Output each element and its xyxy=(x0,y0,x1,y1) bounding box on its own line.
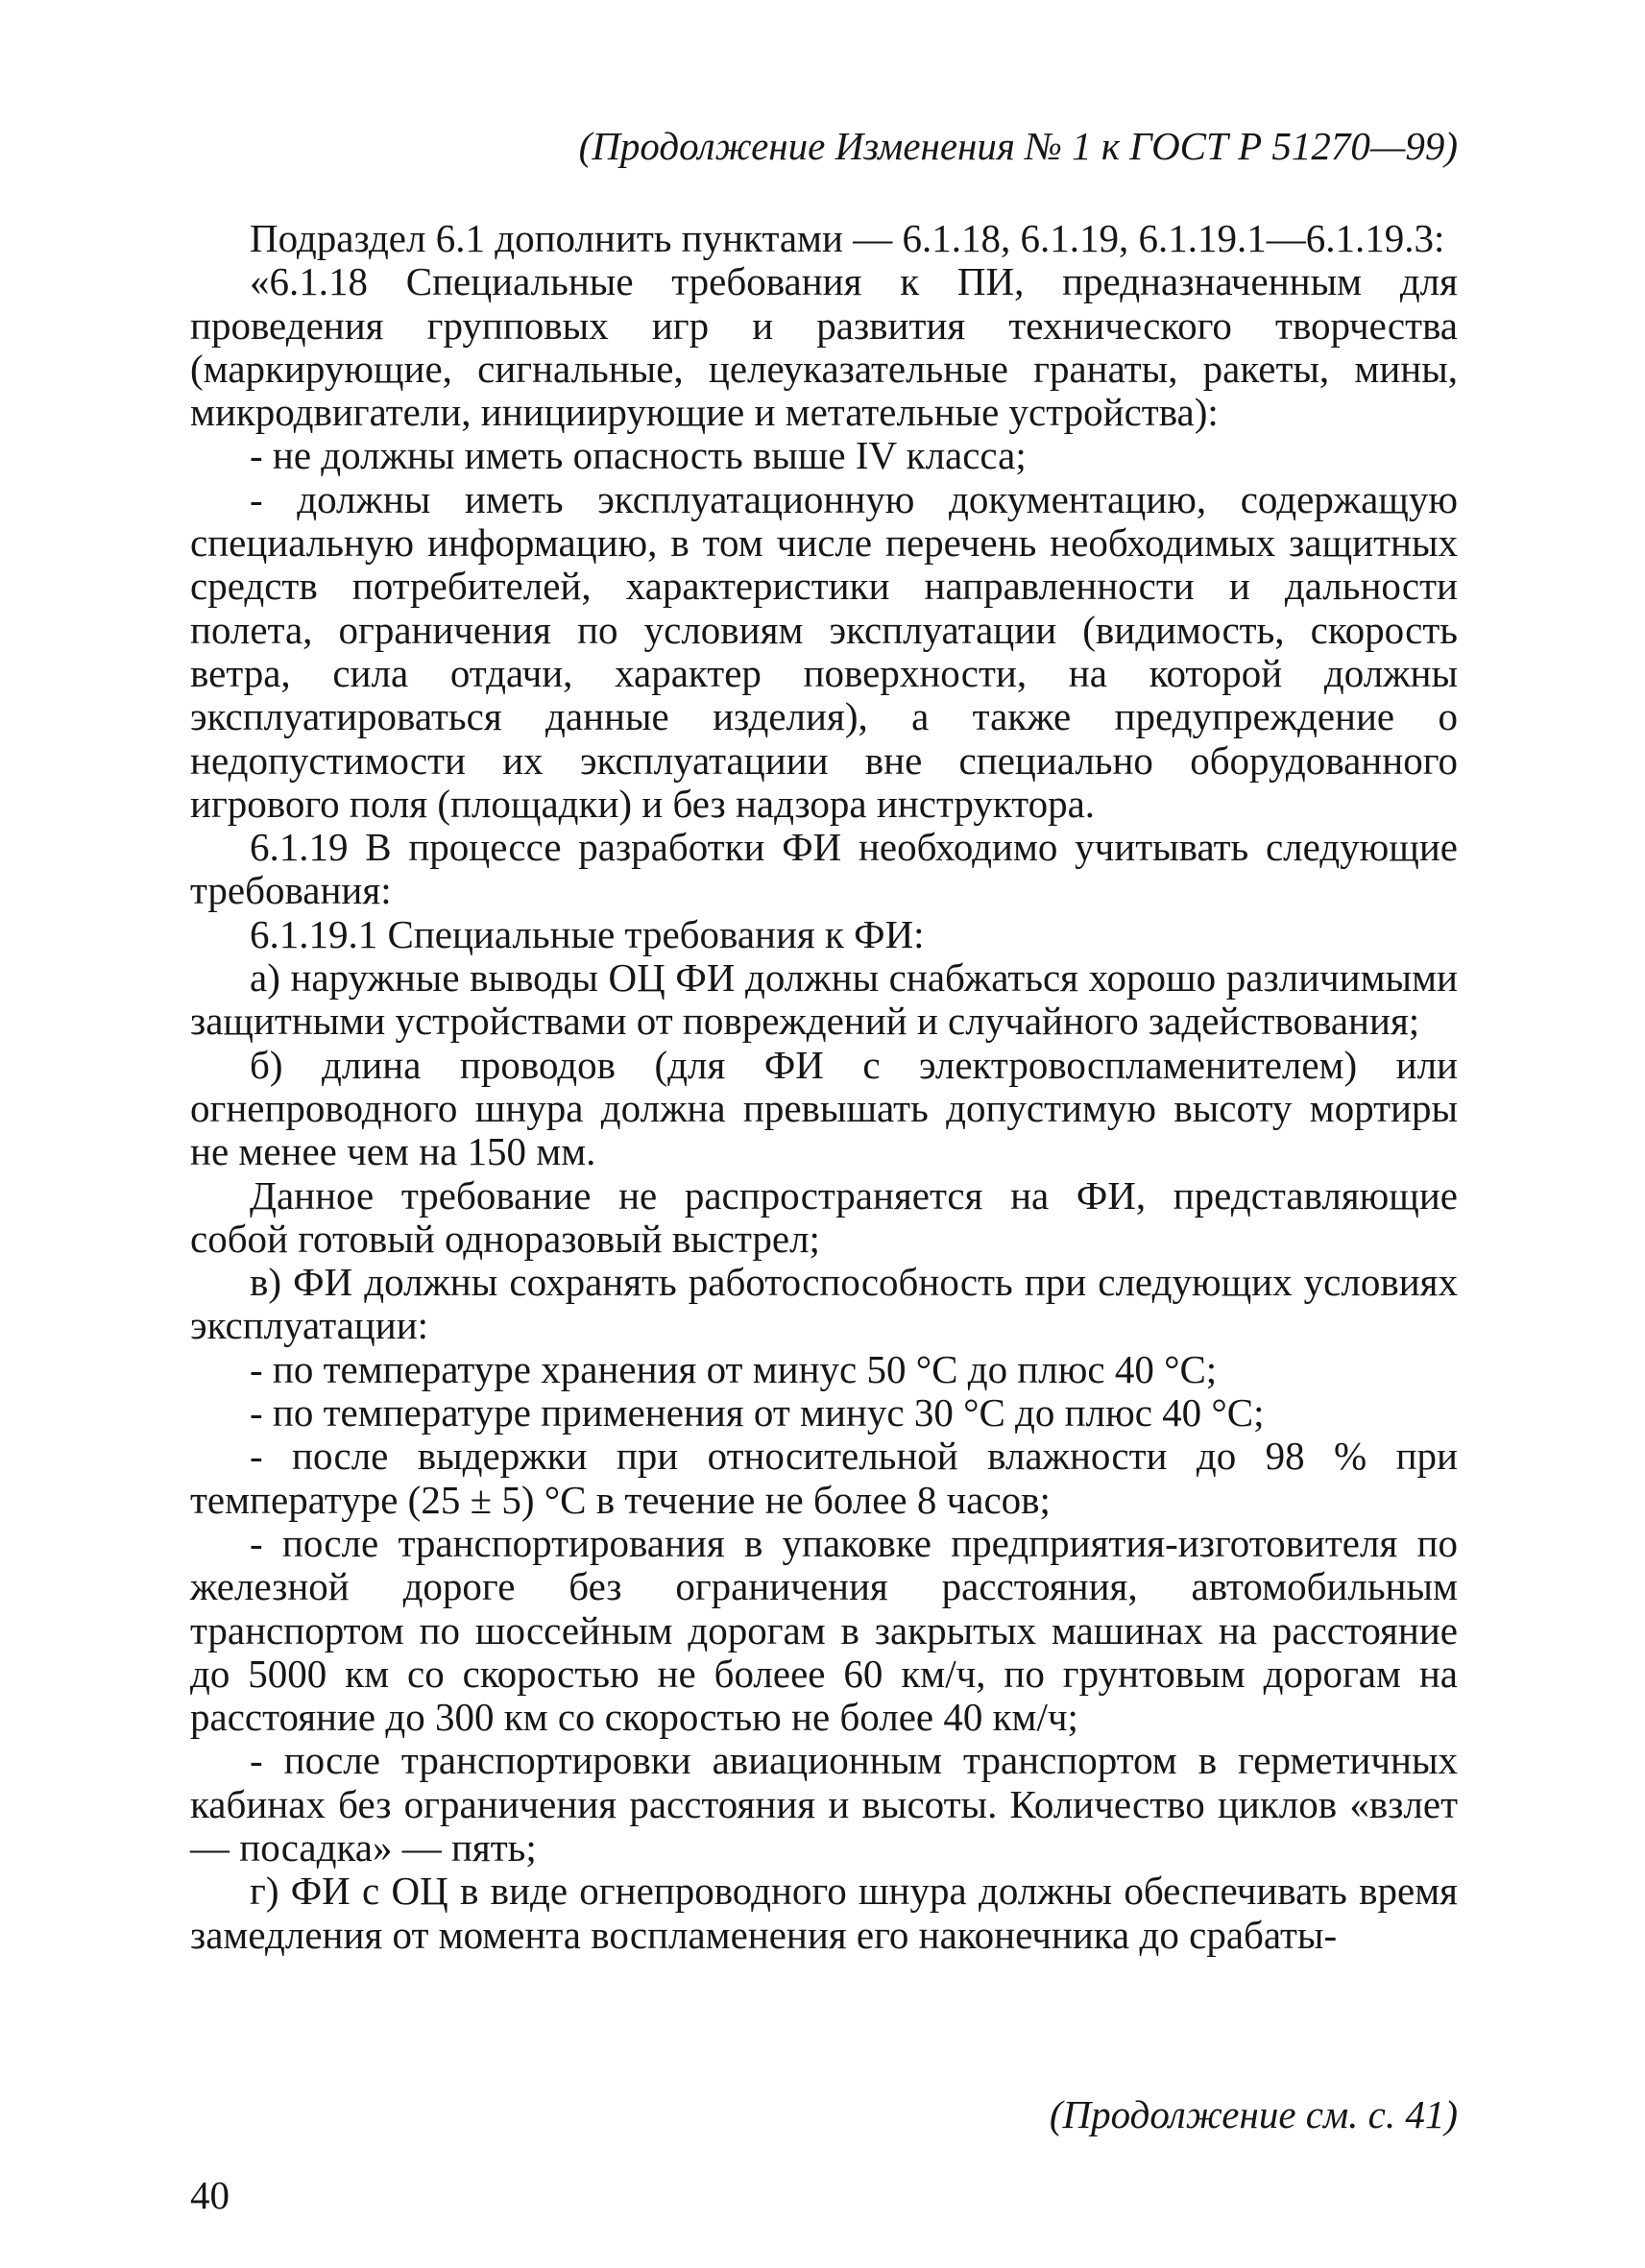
paragraph: - после транспортировки авиационным транспортом в герметичных кабинах без ограничения расстояния и высоты. Количество циклов «взлет — посадка» — пять; xyxy=(190,1738,1458,1870)
paragraph: 6.1.19.1 Специальные требования к ФИ: xyxy=(250,911,925,956)
continuation-note: (Продолжение см. с. 41) xyxy=(1049,2092,1458,2136)
paragraph: - после выдержки при относительной влажности до 98 % при температуре (25 ± 5) °С в течение не более 8 часов; xyxy=(190,1434,1458,1522)
paragraph: - должны иметь эксплуатационную документацию, содержащую специальную информацию, в том числе перечень необходимых защитных средств потребителей, характеристики направленности и дальности полета, ограничения по условиям эксплуатации (видимость, скорость ветра, сила отдачи, характер поверхности, на которой должны эксплуатироваться данные изделия), а также предупреждение о недопустимости их эксплуатациии вне специально оборудованного игрового поля (площадки) и без надзора инструктора. xyxy=(190,476,1458,826)
paragraph: - не должны иметь опасность выше IV класса; xyxy=(250,433,1027,478)
page-number: 40 xyxy=(190,2173,230,2217)
paragraph: 6.1.19 В процессе разработки ФИ необходимо учитывать следующие требования: xyxy=(190,825,1458,913)
paragraph: - по температуре хранения от минус 50 °С до плюс 40 °С; xyxy=(250,1346,1218,1391)
paragraph: Данное требование не распространяется на ФИ, представляющие собой готовый одноразовый выстрел; xyxy=(190,1172,1458,1261)
paragraph: «6.1.18 Специальные требования к ПИ, предназначенным для проведения групповых игр и развития технического творчества (маркирующие, сигнальные, целеуказательные гранаты, ракеты, мины, микродвигатели, инициирующие и метательные устройства): xyxy=(190,259,1458,435)
paragraph: в) ФИ должны сохранять работоспособность при следующих условиях эксплуатации: xyxy=(190,1260,1458,1348)
document-body xyxy=(190,217,1458,1957)
paragraph: г) ФИ с ОЦ в виде огнепроводного шнура должны обеспечивать время замедления от момента воспламенения его наконечника до срабаты- xyxy=(190,1869,1458,1957)
paragraph: а) наружные выводы ОЦ ФИ должны снабжаться хорошо различимыми защитными устройствами от повреждений и случайного задействования; xyxy=(190,955,1458,1044)
running-header: (Продолжение Изменения № 1 к ГОСТ Р 51270—99) xyxy=(578,124,1458,168)
paragraph: б) длина проводов (для ФИ с электровоспламенителем) или огнепроводного шнура должна превышать допустимую высоту мортиры не менее чем на 150 мм. xyxy=(190,1042,1458,1174)
paragraph: - после транспортирования в упаковке предприятия-изготовителя по железной дороге без ограничения расстояния, автомобильным транспортом по шоссейным дорогам в закрытых машинах на расстояние до 5000 км со скоростью не болеее 60 км/ч, по грунтовым дорогам на расстояние до 300 км со скоростью не более 40 км/ч; xyxy=(190,1520,1458,1740)
paragraph: - по температуре применения от минус 30 °С до плюс 40 °С; xyxy=(250,1390,1265,1436)
paragraph: Подраздел 6.1 дополнить пунктами — 6.1.18, 6.1.19, 6.1.19.1—6.1.19.3: xyxy=(250,216,1445,260)
